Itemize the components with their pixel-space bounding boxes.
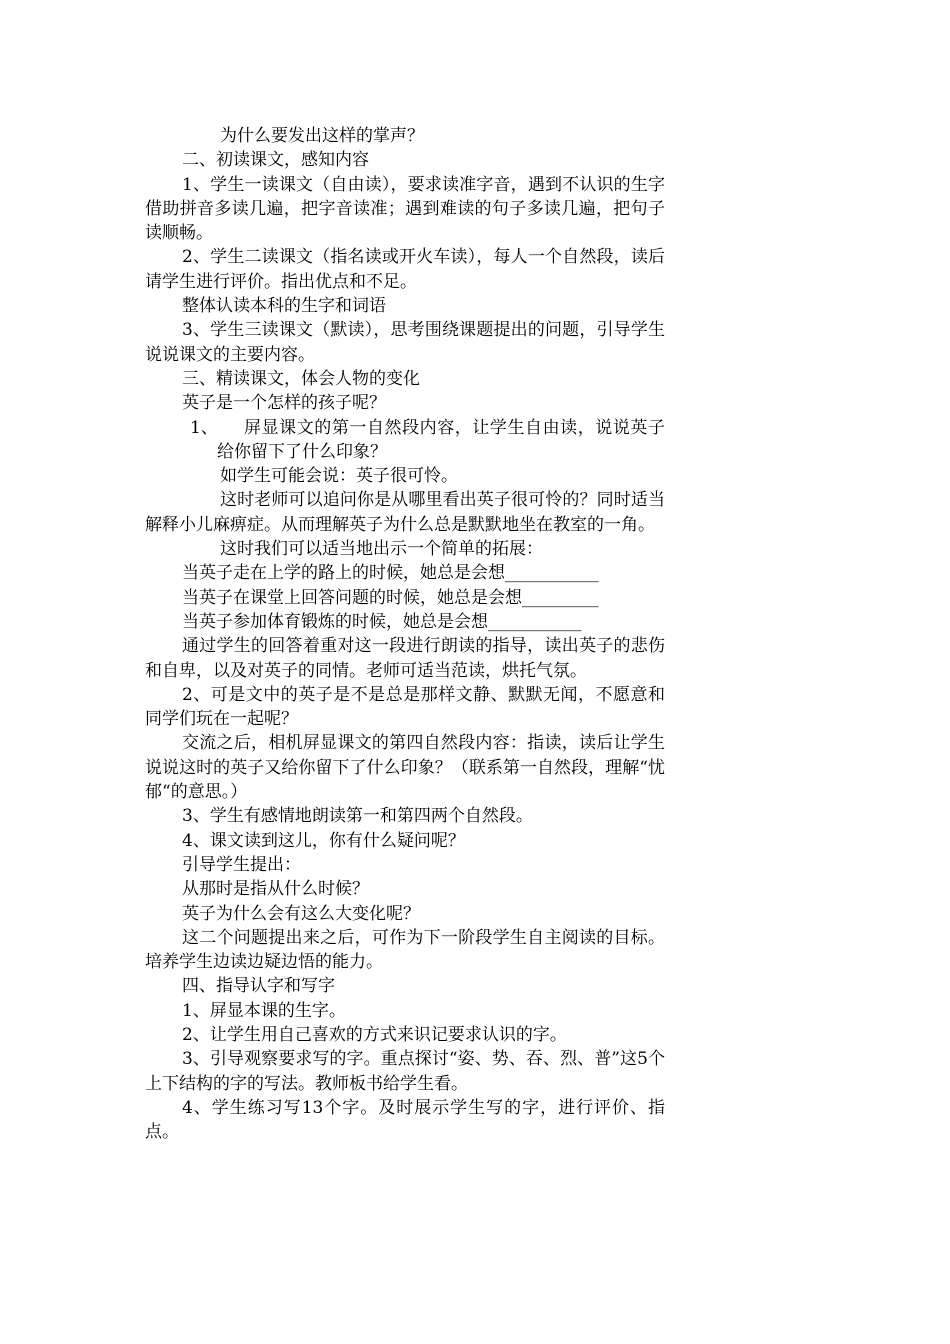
paragraph: 引导学生提出： (182, 854, 301, 875)
paragraph: 2、让学生用自己喜欢的方式来识记要求认识的字。 (182, 1024, 567, 1045)
paragraph: 4、课文读到这儿，你有什么疑问呢？ (182, 830, 465, 851)
paragraph: 英子是一个怎样的孩子呢？ (182, 393, 386, 414)
paragraph: 从那时是指从什么时候？ (182, 879, 369, 900)
document-body (145, 124, 665, 1144)
paragraph: 3、引导观察要求写的字。重点探讨“姿、势、吞、烈、普”这5个上下结构的字的写法。教师板书给学生看。 (145, 1049, 665, 1094)
paragraph: 3、学生有感情地朗读第一和第四两个自然段。 (182, 806, 533, 827)
section-heading: 三、精读课文，体会人物的变化 (182, 368, 420, 389)
paragraph: 如学生可能会说：英子很可怜。 (220, 466, 458, 487)
paragraph: 2、学生二读课文（指名读或开火车读），每人一个自然段，读后请学生进行评价。指出优点和不足。 (145, 247, 665, 292)
list-number: 1、 (190, 417, 218, 438)
paragraph: 3、学生三读课文（默读），思考围绕课题提出的问题，引导学生说说课文的主要内容。 (145, 320, 665, 365)
fill-in-line: 当英子在课堂上回答问题的时候，她总是会想_________ (182, 587, 599, 608)
paragraph: 这二个问题提出来之后，可作为下一阶段学生自主阅读的目标。培养学生边读边疑边悟的能力。 (145, 927, 665, 973)
paragraph: 为什么要发出这样的掌声？ (220, 126, 424, 146)
paragraph: 通过学生的回答着重对这一段进行朗读的指导，读出英子的悲伤和自卑，以及对英子的同情。老师可适当范读，烘托气氛。 (145, 636, 665, 681)
paragraph: 这时老师可以追问你是从哪里看出英子很可怜的？同时适当解释小儿麻痹症。从而理解英子为什么总是默默地坐在教室的一角。 (145, 490, 665, 535)
paragraph: 4、学生练习写13个字。及时展示学生写的字，进行评价、指点。 (145, 1097, 665, 1143)
paragraph: 交流之后，相机屏显课文的第四自然段内容：指读，读后让学生说说这时的英子又给你留下了什么印象？（联系第一自然段，理解“忧郁“的意思。） (145, 733, 665, 803)
list-item-text: 屏显课文的第一自然段内容，让学生自由读，说说英子给你留下了什么印象？ (217, 417, 665, 462)
paragraph: 1、屏显本课的生字。 (182, 1000, 346, 1021)
list-item (145, 416, 665, 465)
paragraph: 这时我们可以适当地出示一个简单的拓展： (220, 539, 543, 560)
fill-in-line: 当英子走在上学的路上的时候，她总是会想___________ (182, 563, 599, 584)
paragraph: 1、学生一读课文（自由读），要求读准字音，遇到不认识的生字借助拼音多读几遍，把字音读准；遇到难读的句子多读几遍，把句子读顺畅。 (145, 174, 665, 244)
paragraph: 英子为什么会有这么大变化呢？ (182, 903, 420, 924)
paragraph: 2、可是文中的英子是不是总是那样文静、默默无闻，不愿意和同学们玩在一起呢？ (145, 684, 665, 730)
paragraph: 整体认读本科的生字和词语 (182, 296, 386, 317)
section-heading: 四、指导认字和写字 (182, 976, 335, 997)
fill-in-line: 当英子参加体育锻炼的时候，她总是会想___________ (182, 611, 582, 632)
section-heading: 二、初读课文，感知内容 (182, 150, 369, 171)
